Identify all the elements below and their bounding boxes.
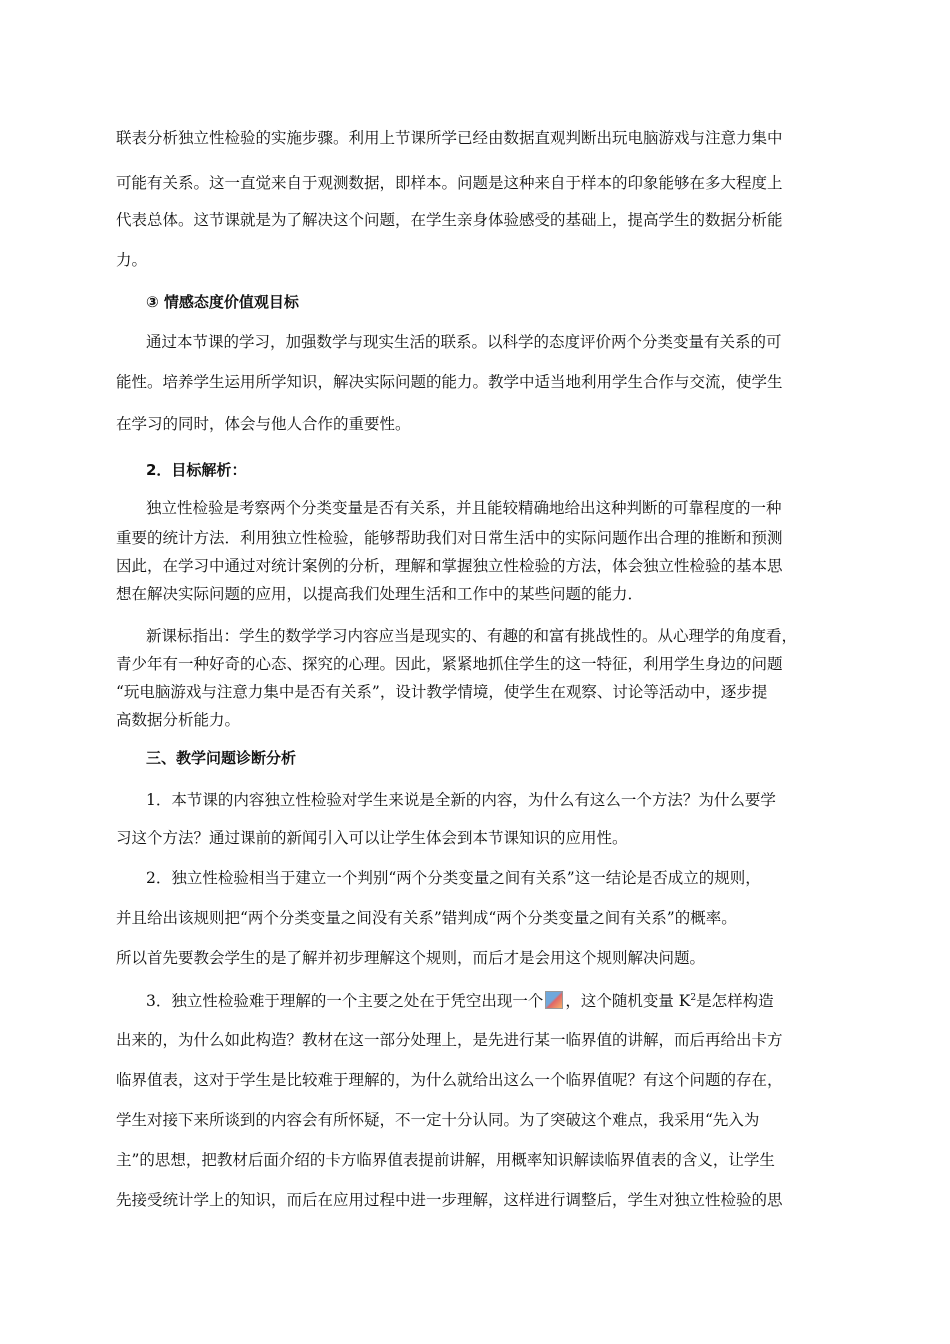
text-line: 力。 — [116, 251, 148, 269]
superscript: 2 — [690, 993, 697, 1003]
text-line: 在学习的同时，体会与他人合作的重要性。 — [116, 415, 411, 433]
text-line: 学生对接下来所谈到的内容会有所怀疑，不一定十分认同。为了突破这个难点，我采用“先入为 — [116, 1111, 760, 1129]
text-line: 想在解决实际问题的应用，以提高我们处理生活和工作中的某些问题的能力． — [116, 585, 644, 603]
text-line: 所以首先要教会学生的是了解并初步理解这个规则，而后才是会用这个规则解决问题。 — [116, 949, 706, 967]
text-line — [146, 988, 774, 1011]
text-line: 新课标指出：学生的数学学习内容应当是现实的、有趣的和富有挑战性的。从心理学的角度看， — [146, 627, 798, 645]
text-line: 代表总体。这节课就是为了解决这个问题，在学生亲身体验感受的基础上，提高学生的数据分析能 — [116, 211, 783, 229]
text-line: 习这个方法？通过课前的新闻引入可以让学生体会到本节课知识的应用性。 — [116, 829, 628, 847]
text-line: “玩电脑游戏与注意力集中是否有关系”，设计教学情境，使学生在观察、讨论等活动中，逐步提 — [116, 683, 768, 701]
text-line: 主”的思想，把教材后面介绍的卡方临界值表提前讲解，用概率知识解读临界值表的含义，让学生 — [116, 1151, 775, 1169]
text-line: 能性。培养学生运用所学知识，解决实际问题的能力。教学中适当地利用学生合作与交流，使学生 — [116, 373, 783, 391]
text-segment: 是怎样构造 — [696, 992, 774, 1011]
formula-image-icon — [545, 991, 563, 1009]
text-line: 可能有关系。这一直觉来自于观测数据，即样本。问题是这种来自于样本的印象能够在多大程度上 — [116, 174, 783, 192]
text-line: 高数据分析能力。 — [116, 711, 241, 729]
text-segment: ，这个随机变量 K — [565, 992, 691, 1011]
section-heading: ③ 情感态度价值观目标 — [146, 293, 299, 311]
text-line: 重要的统计方法．利用独立性检验，能够帮助我们对日常生活中的实际问题作出合理的推断和预测 — [116, 529, 783, 547]
section-heading: 2．目标解析： — [146, 461, 247, 479]
text-line: 因此，在学习中通过对统计案例的分析，理解和掌握独立性检验的方法，体会独立性检验的基本思 — [116, 557, 783, 575]
text-line: 先接受统计学上的知识，而后在应用过程中进一步理解，这样进行调整后，学生对独立性检验的思 — [116, 1191, 783, 1209]
text-line: 并且给出该规则把“两个分类变量之间没有关系”错判成“两个分类变量之间有关系”的概率。 — [116, 909, 737, 927]
text-segment: 3．独立性检验难于理解的一个主要之处在于凭空出现一个 — [146, 992, 544, 1011]
text-line: 联表分析独立性检验的实施步骤。利用上节课所学已经由数据直观判断出玩电脑游戏与注意力集中 — [116, 129, 783, 147]
text-line: 2．独立性检验相当于建立一个判别“两个分类变量之间有关系”这一结论是否成立的规则， — [146, 869, 761, 887]
section-heading: 三、教学问题诊断分析 — [146, 749, 297, 767]
text-line: 1．本节课的内容独立性检验对学生来说是全新的内容，为什么有这么一个方法？为什么要学 — [146, 791, 776, 809]
text-line: 通过本节课的学习，加强数学与现实生活的联系。以科学的态度评价两个分类变量有关系的可 — [146, 333, 782, 351]
text-line: 出来的，为什么如此构造？教材在这一部分处理上，是先进行某一临界值的讲解，而后再给出卡方 — [116, 1031, 783, 1049]
text-line: 独立性检验是考察两个分类变量是否有关系，并且能较精确地给出这种判断的可靠程度的一种 — [146, 499, 782, 517]
text-line: 青少年有一种好奇的心态、探究的心理。因此，紧紧地抓住学生的这一特征，利用学生身边的问题 — [116, 655, 783, 673]
text-line: 临界值表，这对于学生是比较难于理解的，为什么就给出这么一个临界值呢？有这个问题的存在， — [116, 1071, 783, 1089]
